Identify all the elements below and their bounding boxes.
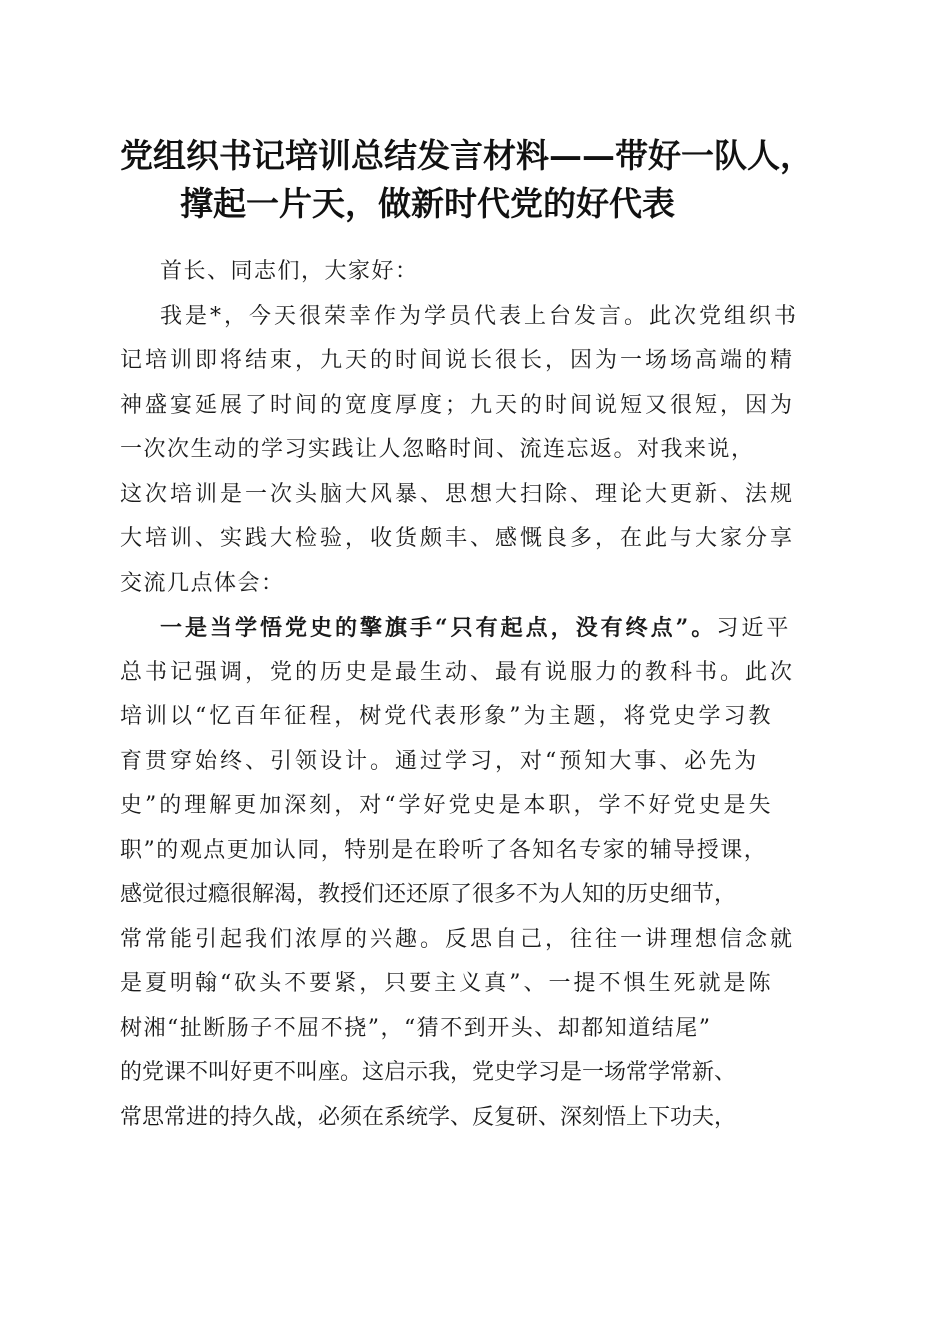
point-one-line: 培训以“忆百年征程，树党代表形象”为主题，将党史学习教 [120,704,774,729]
point-one-line: 常思常进的持久战，必须在系统学、反复研、深刻悟上下功夫， [120,1104,737,1130]
intro-line: 交流几点体会： [120,570,285,596]
point-one-line: 感觉很过瘾很解渴，教授们还还原了很多不为人知的历史细节， [120,882,737,907]
intro-line: 一次次生动的学习实践让人忽略时间、流连忘返。对我来说， [120,437,755,462]
intro-line: 神盛宴延展了时间的宽度厚度；九天的时间说短又很短，因为 [120,392,796,418]
point-one-line: 是夏明翰“砍头不要紧，只要主义真”、一提不惧生死就是陈 [120,971,774,996]
point-one-line: 树湘“扯断肠子不屈不挠”，“猜不到开头、却都知道结尾” [120,1015,712,1041]
intro-line: 我是*，今天很荣幸作为学员代表上台发言。此次党组织书 [160,303,800,329]
point-one-line: 史”的理解更加深刻，对“学好党史是本职，学不好党史是失 [120,793,774,818]
page-title [100,132,860,228]
title-line-2: 撑起一片天，做新时代党的好代表 [180,184,675,223]
document-body [120,250,832,1140]
point-one-line: 的党课不叫好更不叫座。这启示我，党史学习是一场常学常新、 [120,1060,737,1085]
point-one-line: 职”的观点更加认同，特别是在聆听了各知名专家的辅导授课， [120,837,768,863]
point-one-heading-tail: 习近平 [716,616,792,641]
intro-line: 这次培训是一次头脑大风暴、思想大扫除、理论大更新、法规 [120,481,796,507]
point-one-heading-line [120,606,832,651]
intro-line: 大培训、实践大检验，收货颇丰、感慨良多，在此与大家分享 [120,526,796,551]
point-one-line: 总书记强调，党的历史是最生动、最有说服力的教科书。此次 [120,659,796,685]
title-line-1: 党组织书记培训总结发言材料——带好一队人， [120,136,813,175]
point-one-line: 育贯穿始终、引领设计。通过学习，对“预知大事、必先为 [120,748,760,774]
point-one-line: 常常能引起我们浓厚的兴趣。反思自己，往往一讲理想信念就 [120,926,796,952]
point-one-heading: 一是当学悟党史的擎旗手“只有起点，没有终点”。 [160,615,717,641]
greeting-line: 首长、同志们，大家好： [160,259,419,284]
intro-line: 记培训即将结束，九天的时间说长很长，因为一场场高端的精 [120,348,796,373]
